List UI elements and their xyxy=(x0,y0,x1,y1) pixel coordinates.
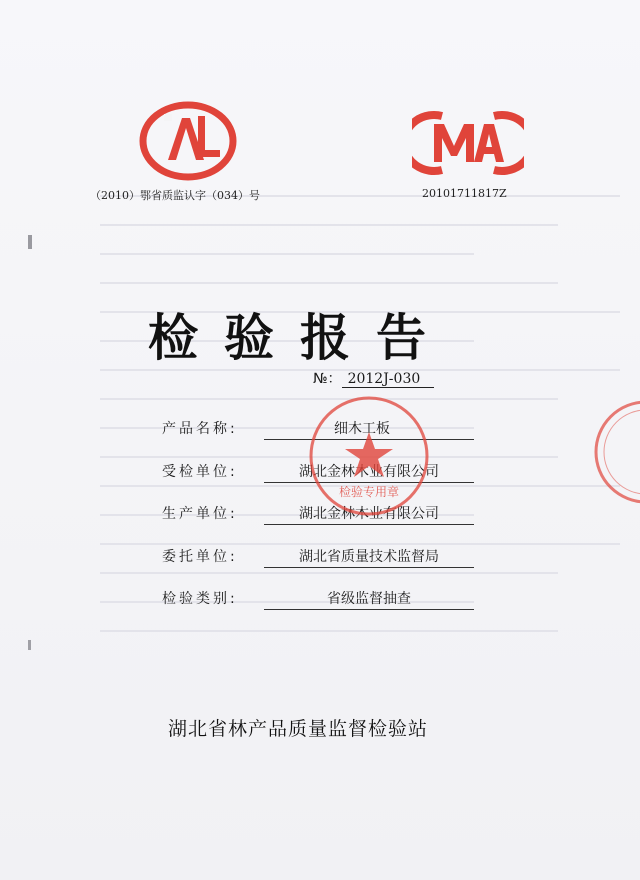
field-value: 湖北金林木业有限公司 xyxy=(264,461,474,483)
field-product-name xyxy=(162,418,390,438)
report-number-label: №： xyxy=(313,371,342,387)
binding-mark xyxy=(28,235,32,249)
cal-logo xyxy=(138,100,238,182)
field-value: 省级监督抽查 xyxy=(264,588,474,610)
field-value: 湖北省质量技术监督局 xyxy=(264,546,474,568)
cma-certificate-number: 20101711817Z xyxy=(422,187,507,200)
official-seal xyxy=(305,392,433,520)
partial-seal xyxy=(586,392,640,512)
binding-mark xyxy=(28,640,31,650)
field-value: 湖北金林木业有限公司 xyxy=(264,503,474,525)
field-inspected-unit xyxy=(162,461,439,481)
field-commissioning-unit xyxy=(162,546,439,566)
svg-text:检验专用章: 检验专用章 xyxy=(338,485,400,499)
field-label: 受检单位: xyxy=(162,464,238,480)
cma-logo xyxy=(412,110,524,176)
field-label: 生产单位: xyxy=(162,506,238,522)
field-label: 产品名称: xyxy=(162,421,238,437)
field-value: 细木工板 xyxy=(264,418,474,440)
field-inspection-type xyxy=(162,588,411,608)
report-number xyxy=(313,368,434,388)
report-title: 检验报告 xyxy=(148,309,452,367)
issuing-organization: 湖北省林产品质量监督检验站 xyxy=(168,718,429,740)
report-number-value: 2012J-030 xyxy=(342,371,435,388)
field-label: 委托单位: xyxy=(162,549,238,565)
field-manufacturer xyxy=(162,503,439,523)
cal-certificate-number: （2010）鄂省质监认字（034）号 xyxy=(90,189,260,202)
field-label: 检验类别: xyxy=(162,591,238,607)
